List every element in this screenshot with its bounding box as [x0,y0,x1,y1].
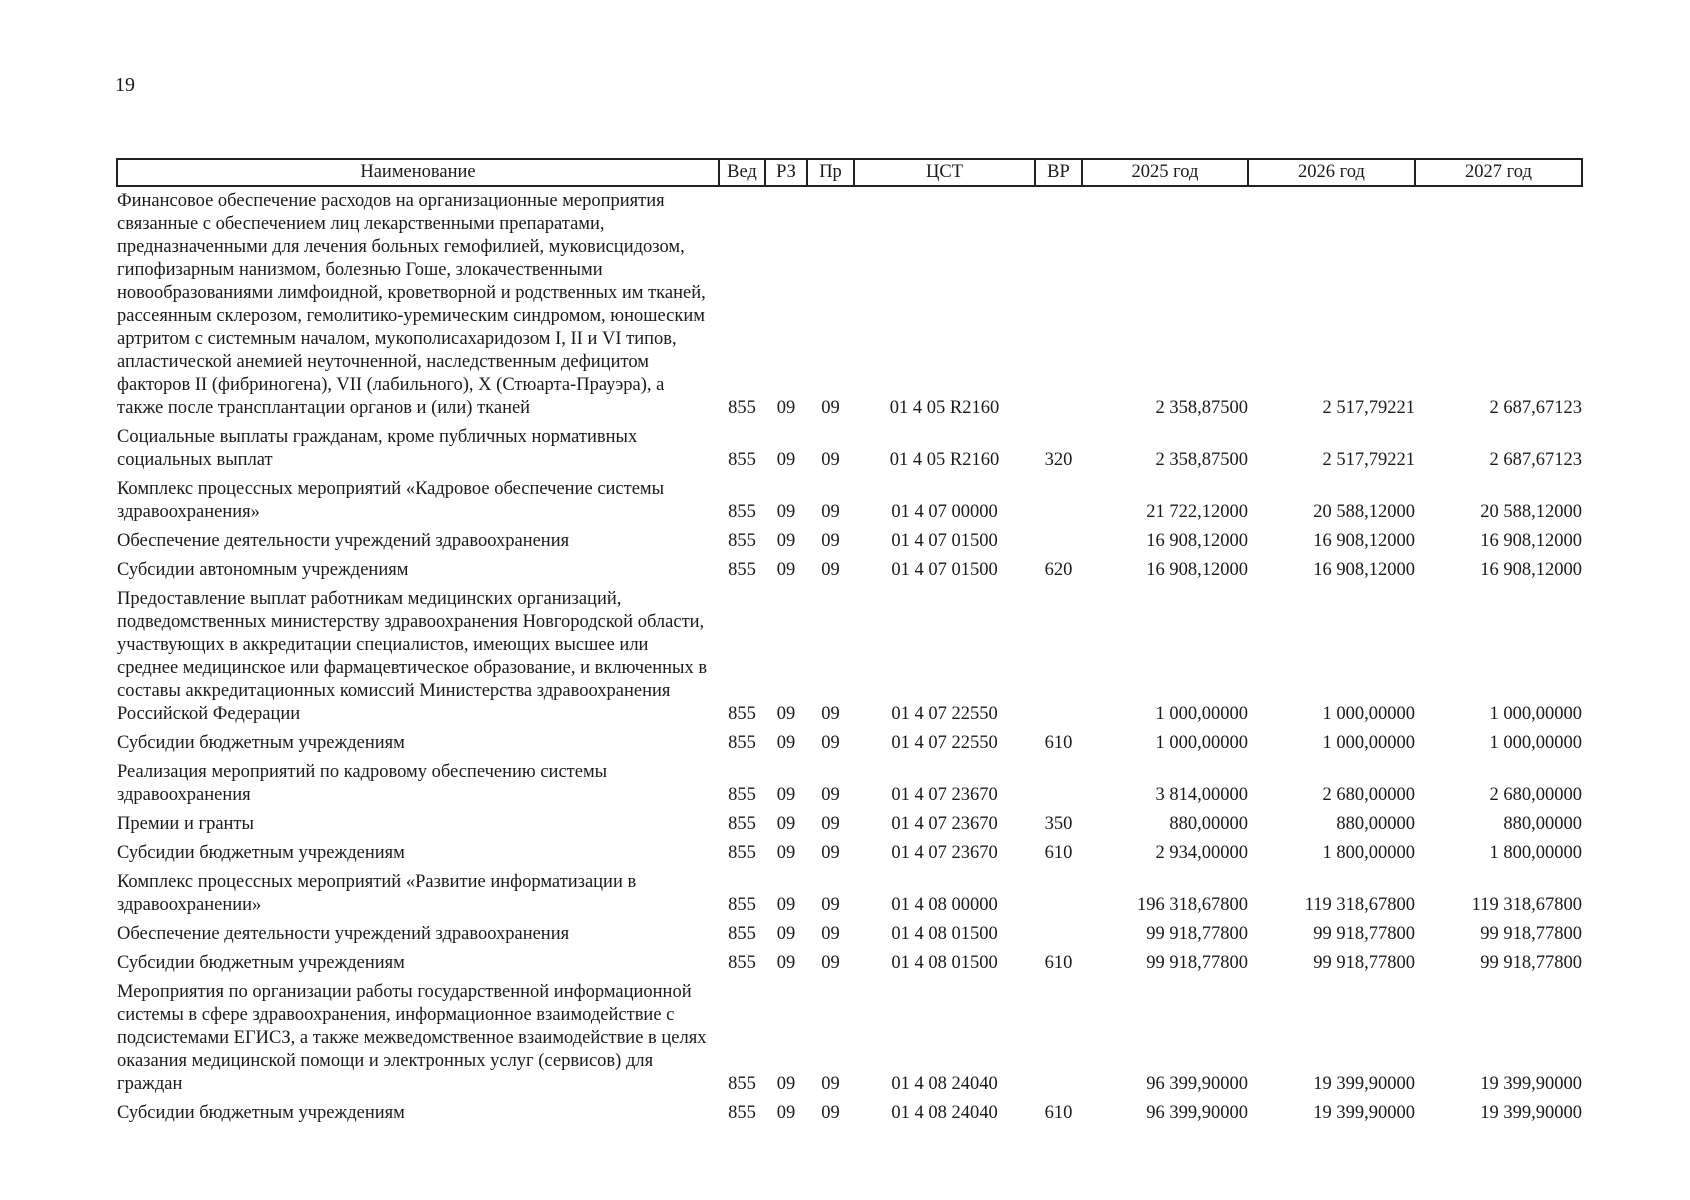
row-amount-2026: 1 000,00000 [1322,704,1415,724]
row-rz: 09 [776,398,796,418]
row-cst: 01 4 07 22550 [891,704,998,724]
header-vr: ВР [1035,159,1082,186]
row-cst: 01 4 07 01500 [891,531,998,551]
table-row [117,478,1582,530]
table-row [117,1102,1582,1131]
row-amount-2025: 1 000,00000 [1155,733,1248,753]
row-amount-2025: 2 358,87500 [1155,398,1248,418]
row-name: Субсидии бюджетным учреждениям [117,733,405,753]
row-amount-2026: 20 588,12000 [1313,502,1415,522]
row-pr: 09 [821,814,840,834]
row-amount-2025: 2 934,00000 [1155,843,1248,863]
row-name: Комплекс процессных мероприятий «Развитие информатизации в здравоохранении» [117,872,637,915]
row-name: Финансовое обеспечение расходов на организационные мероприятия связанные с обеспечением лиц лекарственными препаратами, предназначенными для лечения больных гемофилией, муковисцидозом, гипофизарным нанизмом, болезнью Гоше, злокачественными новообразованиями лимфоидной, кроветворной и родственных им тканей, рассеянным склерозом, гемолитико-уремическим синдромом, юношеским артритом с системным началом, мукополисахаридозом I, II и VI типов, апластической анемией неуточненной, наследственным дефицитом факторов II (фибриногена), VII (лабильного), X (Стюарта-Прауэра), а также после трансплантации органов и (или) тканей [117,191,706,418]
row-rz: 09 [776,814,796,834]
row-cst: 01 4 05 R2160 [889,450,1000,470]
row-name: Социальные выплаты гражданам, кроме публичных нормативных социальных выплат [117,427,638,470]
row-ved: 855 [728,733,756,753]
row-amount-2025: 196 318,67800 [1137,895,1248,915]
row-ved: 855 [728,704,756,724]
row-amount-2027: 2 687,67123 [1489,450,1582,470]
row-amount-2025: 1 000,00000 [1155,704,1248,724]
row-pr: 09 [821,953,840,973]
table-row [117,981,1582,1102]
row-amount-2026: 2 517,79221 [1322,450,1415,470]
row-rz: 09 [776,785,796,805]
row-amount-2027: 20 588,12000 [1480,502,1582,522]
row-amount-2025: 99 918,77800 [1146,924,1248,944]
row-pr: 09 [821,843,840,863]
row-rz: 09 [776,502,796,522]
table-row [117,186,1582,426]
row-rz: 09 [776,450,796,470]
row-vr [1035,186,1082,426]
row-amount-2026: 19 399,90000 [1313,1074,1415,1094]
row-vr: 610 [1044,843,1073,863]
row-pr: 09 [821,1103,840,1123]
table-row [117,952,1582,981]
table-row [117,732,1582,761]
row-amount-2025: 16 908,12000 [1146,531,1248,551]
row-amount-2026: 119 318,67800 [1304,895,1415,915]
row-amount-2026: 99 918,77800 [1313,924,1415,944]
table-row [117,813,1582,842]
row-rz: 09 [776,733,796,753]
row-vr: 610 [1044,953,1073,973]
row-rz: 09 [776,704,796,724]
row-pr: 09 [821,1074,840,1094]
row-vr: 620 [1044,560,1073,580]
table-header-row [117,159,1582,186]
row-ved: 855 [728,814,756,834]
row-name: Субсидии бюджетным учреждениям [117,1103,405,1123]
row-name: Реализация мероприятий по кадровому обеспечению системы здравоохранения [117,762,608,805]
row-amount-2027: 99 918,77800 [1480,924,1582,944]
row-pr: 09 [821,785,840,805]
table-row [117,559,1582,588]
row-amount-2026: 16 908,12000 [1313,531,1415,551]
row-pr: 09 [821,531,840,551]
row-ved: 855 [728,398,756,418]
page-number: 19 [115,74,135,96]
row-ved: 855 [728,1103,756,1123]
row-amount-2027: 119 318,67800 [1471,895,1582,915]
row-amount-2026: 19 399,90000 [1313,1103,1415,1123]
table-row [117,426,1582,478]
row-cst: 01 4 08 00000 [891,895,998,915]
row-rz: 09 [776,560,796,580]
row-cst: 01 4 08 24040 [891,1103,998,1123]
table-row [117,530,1582,559]
row-ved: 855 [728,450,756,470]
row-ved: 855 [728,895,756,915]
table-body [117,186,1582,1131]
row-amount-2025: 99 918,77800 [1146,953,1248,973]
row-ved: 855 [728,560,756,580]
row-cst: 01 4 07 23670 [891,785,998,805]
row-cst: 01 4 07 23670 [891,814,998,834]
row-name: Субсидии бюджетным учреждениям [117,953,405,973]
row-amount-2027: 16 908,12000 [1480,560,1582,580]
row-rz: 09 [776,895,796,915]
row-vr: 320 [1044,450,1073,470]
row-cst: 01 4 08 01500 [891,924,998,944]
row-amount-2025: 96 399,90000 [1146,1074,1248,1094]
row-ved: 855 [728,924,756,944]
row-rz: 09 [776,531,796,551]
row-ved: 855 [728,502,756,522]
row-amount-2026: 1 800,00000 [1322,843,1415,863]
row-pr: 09 [821,502,840,522]
row-rz: 09 [776,953,796,973]
row-rz: 09 [776,1103,796,1123]
row-name: Обеспечение деятельности учреждений здравоохранения [117,924,570,944]
row-amount-2026: 2 517,79221 [1322,398,1415,418]
row-vr [1035,588,1082,732]
row-rz: 09 [776,924,796,944]
row-cst: 01 4 07 22550 [891,733,998,753]
row-name: Предоставление выплат работникам медицинских организаций, подведомственных министерству здравоохранения Новгородской области, участвующих в аккредитации специалистов, имеющих высшее или среднее медицинское или фармацевтическое образование, и включенных в составы аккредитационных комиссий Министерства здравоохранения Российской Федерации [117,589,708,724]
row-amount-2026: 16 908,12000 [1313,560,1415,580]
row-name: Мероприятия по организации работы государственной информационной системы в сфере здравоохранения, информационное взаимодействие с подсистемами ЕГИСЗ, а также межведомственное взаимодействие в целях оказания медицинской помощи и электронных услуг (сервисов) для граждан [117,982,707,1094]
row-amount-2026: 880,00000 [1336,814,1415,834]
row-amount-2027: 1 000,00000 [1489,733,1582,753]
row-vr [1035,871,1082,923]
row-ved: 855 [728,953,756,973]
row-vr [1035,923,1082,952]
row-cst: 01 4 07 01500 [891,560,998,580]
row-pr: 09 [821,924,840,944]
row-ved: 855 [728,1074,756,1094]
row-vr [1035,761,1082,813]
row-pr: 09 [821,398,840,418]
row-pr: 09 [821,704,840,724]
row-cst: 01 4 08 01500 [891,953,998,973]
row-cst: 01 4 07 23670 [891,843,998,863]
row-pr: 09 [821,895,840,915]
row-amount-2027: 1 000,00000 [1489,704,1582,724]
row-pr: 09 [821,733,840,753]
header-2026: 2026 год [1248,159,1415,186]
row-amount-2026: 99 918,77800 [1313,953,1415,973]
row-amount-2025: 880,00000 [1169,814,1248,834]
row-amount-2025: 16 908,12000 [1146,560,1248,580]
row-ved: 855 [728,843,756,863]
header-2027: 2027 год [1415,159,1582,186]
row-name: Субсидии автономным учреждениям [117,560,409,580]
row-vr [1035,981,1082,1102]
budget-table [116,158,1583,1131]
row-amount-2027: 19 399,90000 [1480,1103,1582,1123]
row-cst: 01 4 08 24040 [891,1074,998,1094]
row-amount-2027: 19 399,90000 [1480,1074,1582,1094]
row-amount-2026: 2 680,00000 [1322,785,1415,805]
header-name: Наименование [117,159,719,186]
row-rz: 09 [776,1074,796,1094]
row-cst: 01 4 07 00000 [891,502,998,522]
row-amount-2027: 2 687,67123 [1489,398,1582,418]
table-row [117,923,1582,952]
row-ved: 855 [728,531,756,551]
header-rz: РЗ [765,159,807,186]
row-amount-2027: 16 908,12000 [1480,531,1582,551]
row-ved: 855 [728,785,756,805]
row-amount-2026: 1 000,00000 [1322,733,1415,753]
table-row [117,761,1582,813]
row-name: Субсидии бюджетным учреждениям [117,843,405,863]
row-vr: 350 [1044,814,1073,834]
row-amount-2027: 99 918,77800 [1480,953,1582,973]
row-vr [1035,530,1082,559]
row-amount-2025: 21 722,12000 [1146,502,1248,522]
header-ved: Вед [719,159,765,186]
row-cst: 01 4 05 R2160 [889,398,1000,418]
row-amount-2027: 1 800,00000 [1489,843,1582,863]
row-name: Премии и гранты [117,814,254,834]
header-pr: Пр [807,159,854,186]
row-amount-2025: 96 399,90000 [1146,1103,1248,1123]
row-rz: 09 [776,843,796,863]
header-cst: ЦСТ [854,159,1035,186]
header-2025: 2025 год [1082,159,1248,186]
table-row [117,842,1582,871]
row-name: Обеспечение деятельности учреждений здравоохранения [117,531,570,551]
row-amount-2027: 2 680,00000 [1489,785,1582,805]
table-row [117,588,1582,732]
row-amount-2027: 880,00000 [1503,814,1582,834]
table-row [117,871,1582,923]
row-amount-2025: 3 814,00000 [1155,785,1248,805]
row-pr: 09 [821,450,840,470]
row-vr: 610 [1044,1103,1073,1123]
row-pr: 09 [821,560,840,580]
row-name: Комплекс процессных мероприятий «Кадровое обеспечение системы здравоохранения» [117,479,665,522]
row-vr: 610 [1044,733,1073,753]
row-amount-2025: 2 358,87500 [1155,450,1248,470]
row-vr [1035,478,1082,530]
